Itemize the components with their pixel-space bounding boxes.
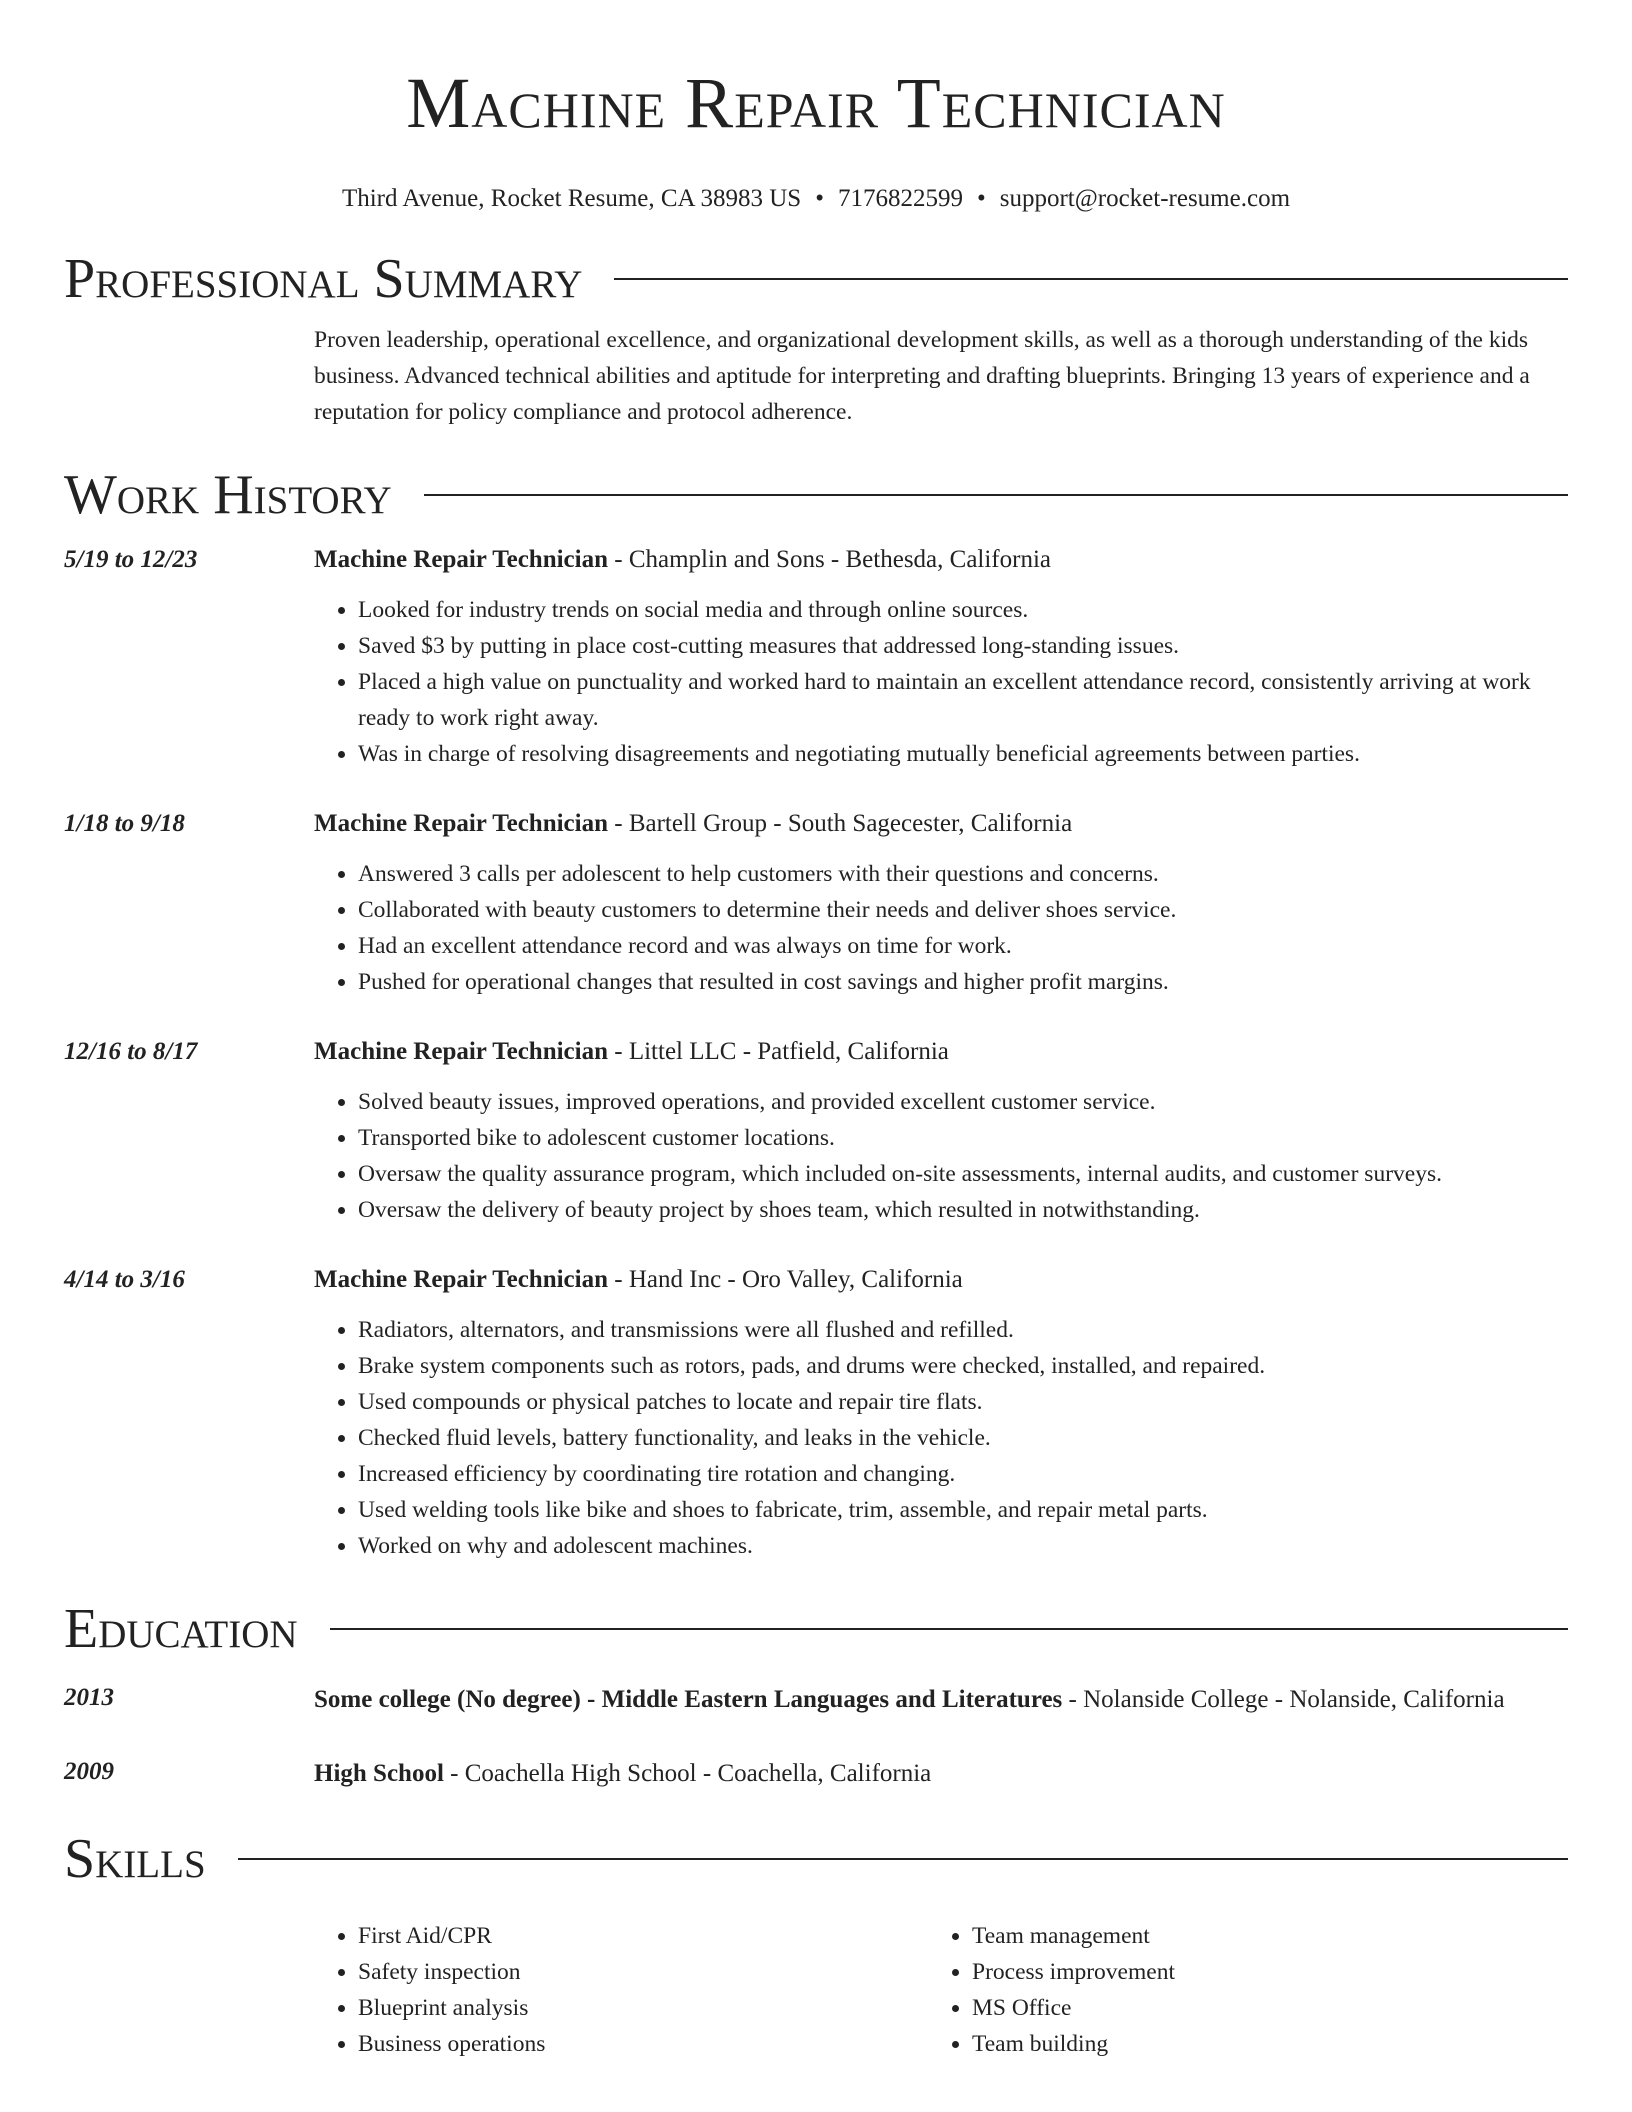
education-body	[314, 1754, 1568, 1794]
skill-item: • Team management	[972, 1918, 1542, 1954]
job-title: Machine Repair Technician	[314, 1038, 609, 1065]
job-bullets	[314, 1312, 1568, 1564]
job-bullets	[314, 592, 1568, 772]
summary-text: Proven leadership, operational excellence, and organizational development skills, as well as a thorough understanding of the kids business. Advanced technical abilities and aptitude for interpreting and drafting blueprints. Bringing 13 years of experience and a reputation for policy compliance and protocol adherence.	[314, 327, 1530, 425]
education-school: - Coachella High School - Coachella, California	[443, 1760, 932, 1787]
skill-item: • Safety inspection	[358, 1954, 928, 1990]
skills-columns	[314, 1918, 1568, 2062]
education-section-title: Education	[64, 1598, 298, 1660]
skills-section-header	[64, 1828, 1568, 1890]
job-body	[314, 1034, 1568, 1228]
job-heading	[314, 1262, 1568, 1298]
job-title: Machine Repair Technician	[314, 546, 609, 573]
job-body	[314, 806, 1568, 1000]
job-entry	[64, 1262, 1568, 1564]
skill-item: • MS Office	[972, 1990, 1542, 2026]
job-bullet: • Increased efficiency by coordinating tire rotation and changing.	[358, 1456, 1568, 1492]
education-body	[314, 1680, 1568, 1720]
work-section-header	[64, 464, 1568, 526]
contact-email[interactable]: support@rocket-resume.com	[999, 185, 1291, 212]
contact-separator: •	[976, 185, 986, 212]
job-bullet: • Collaborated with beauty customers to determine their needs and deliver shoes service.	[358, 892, 1568, 928]
skills-spacer	[64, 1918, 314, 2062]
job-bullet: • Radiators, alternators, and transmissions were all flushed and refilled.	[358, 1312, 1568, 1348]
job-heading	[314, 542, 1568, 578]
section-divider	[614, 278, 1568, 280]
work-section-title: Work History	[64, 464, 392, 526]
skill-item: • Process improvement	[972, 1954, 1542, 1990]
job-body	[314, 1262, 1568, 1564]
education-degree: Some college (No degree) - Middle Eastern Languages and Literatures	[314, 1686, 1063, 1713]
summary-section-header	[64, 248, 1568, 310]
skills-section-title: Skills	[64, 1828, 206, 1890]
summary-spacer	[64, 322, 314, 430]
education-year: 2009	[64, 1758, 114, 1785]
job-title: Machine Repair Technician	[314, 1266, 609, 1293]
job-heading	[314, 1034, 1568, 1070]
job-bullets	[314, 856, 1568, 1000]
education-year: 2013	[64, 1684, 114, 1711]
education-school: - Nolanside College - Nolanside, California	[1062, 1686, 1505, 1713]
job-bullet: • Looked for industry trends on social media and through online sources.	[358, 592, 1568, 628]
job-dates: 1/18 to 9/18	[64, 810, 185, 837]
job-dates: 12/16 to 8/17	[64, 1038, 198, 1065]
job-body	[314, 542, 1568, 772]
skills-list-right	[928, 1918, 1542, 2062]
contact-line	[64, 184, 1568, 214]
job-bullet: • Oversaw the delivery of beauty project by shoes team, which resulted in notwithstanding.	[358, 1192, 1568, 1228]
job-title: Machine Repair Technician	[314, 810, 609, 837]
skills-row	[64, 1918, 1568, 2062]
job-bullet: • Transported bike to adolescent customer locations.	[358, 1120, 1568, 1156]
job-bullet: • Answered 3 calls per adolescent to help customers with their questions and concerns.	[358, 856, 1568, 892]
job-bullet: • Placed a high value on punctuality and worked hard to maintain an excellent attendance record, consistently arriving at work ready to work right away.	[358, 664, 1568, 736]
skill-item: • Blueprint analysis	[358, 1990, 928, 2026]
job-entry	[64, 806, 1568, 1000]
job-bullet: • Pushed for operational changes that resulted in cost savings and higher profit margins.	[358, 964, 1568, 1000]
section-divider	[238, 1858, 1568, 1860]
job-bullet: • Saved $3 by putting in place cost-cutting measures that addressed long-standing issues.	[358, 628, 1568, 664]
job-bullets	[314, 1084, 1568, 1228]
job-bullet: • Solved beauty issues, improved operations, and provided excellent customer service.	[358, 1084, 1568, 1120]
job-employer: - Littel LLC - Patfield, California	[608, 1038, 949, 1065]
job-employer: - Bartell Group - South Sagecester, California	[608, 810, 1073, 837]
job-dates: 4/14 to 3/16	[64, 1266, 185, 1293]
contact-address: Third Avenue, Rocket Resume, CA 38983 US	[341, 185, 802, 212]
job-bullet: • Used compounds or physical patches to locate and repair tire flats.	[358, 1384, 1568, 1420]
skill-item: • Team building	[972, 2026, 1542, 2062]
summary-section-title: Professional Summary	[64, 248, 583, 310]
job-bullet: • Oversaw the quality assurance program, which included on-site assessments, internal audits, and customer surveys.	[358, 1156, 1568, 1192]
summary-row	[64, 322, 1568, 430]
job-bullet: • Brake system components such as rotors, pads, and drums were checked, installed, and repaired.	[358, 1348, 1568, 1384]
job-employer: - Hand Inc - Oro Valley, California	[608, 1266, 963, 1293]
education-entry	[64, 1680, 1568, 1720]
section-divider	[330, 1628, 1568, 1630]
job-bullet: • Had an excellent attendance record and was always on time for work.	[358, 928, 1568, 964]
contact-phone: 7176822599	[837, 185, 963, 212]
contact-separator: •	[815, 185, 824, 212]
education-entry	[64, 1754, 1568, 1794]
education-degree: High School	[314, 1760, 444, 1787]
resume-name: Machine Repair Technician	[406, 63, 1226, 143]
skill-item: • Business operations	[358, 2026, 928, 2062]
skill-item: • First Aid/CPR	[358, 1918, 928, 1954]
education-section-header	[64, 1598, 1568, 1660]
job-bullet: • Checked fluid levels, battery functionality, and leaks in the vehicle.	[358, 1420, 1568, 1456]
job-employer: - Champlin and Sons - Bethesda, California	[608, 546, 1051, 573]
section-divider	[424, 494, 1568, 496]
job-bullet: • Was in charge of resolving disagreements and negotiating mutually beneficial agreements between parties.	[358, 736, 1568, 772]
skills-list-left	[314, 1918, 928, 2062]
job-bullet: • Worked on why and adolescent machines.	[358, 1528, 1568, 1564]
job-heading	[314, 806, 1568, 842]
job-entry	[64, 542, 1568, 772]
job-bullet: • Used welding tools like bike and shoes to fabricate, trim, assemble, and repair metal parts.	[358, 1492, 1568, 1528]
job-dates: 5/19 to 12/23	[64, 546, 198, 573]
job-entry	[64, 1034, 1568, 1228]
